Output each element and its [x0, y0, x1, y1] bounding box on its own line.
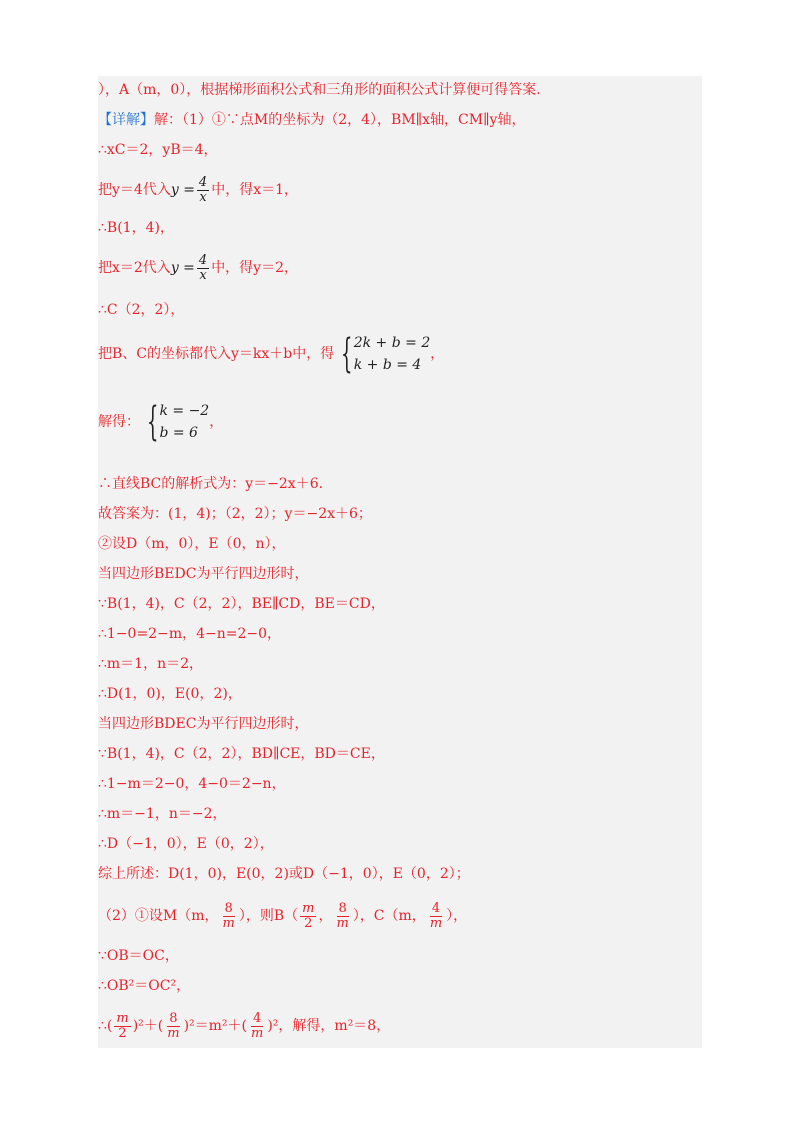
fraction-denominator: m [167, 1025, 180, 1041]
fraction-denominator: m [336, 915, 349, 931]
fraction-denominator: x [199, 267, 207, 283]
fraction-denominator: m [251, 1025, 264, 1041]
fraction-numerator: 8 [169, 1010, 178, 1026]
system-eq-1: k = −2 [159, 403, 210, 419]
line-27-d: )²，解得，m²＝8， [267, 1018, 391, 1034]
equation-y-4-over-x-2 [171, 248, 211, 288]
line-24-c: ），C（m， [352, 908, 426, 924]
line-15: ∴1−0=2−m，4−n=2−0， [98, 626, 282, 642]
line-20: ∴1−m＝2−0，4−0＝2−n， [98, 776, 286, 792]
fraction-4-m [428, 902, 444, 931]
fraction-denominator: x [199, 189, 207, 205]
line-24-a: （2）①设M（m， [98, 908, 219, 924]
line-9-b: ， [209, 414, 224, 430]
separator: ， [318, 908, 333, 924]
line-17: ∴D(1，0)，E(0，2)， [98, 686, 242, 702]
line-2 [98, 110, 525, 130]
fraction-m-2 [114, 1012, 130, 1041]
fraction-denominator: 2 [118, 1025, 127, 1041]
line-10: ∴直线BC的解析式为：y＝−2x＋6. [98, 476, 324, 492]
line-6-b: 中，得y＝2， [211, 260, 299, 276]
fraction-numerator: 4 [198, 174, 208, 190]
brace-icon: { [146, 399, 159, 445]
fraction-m-2 [300, 902, 316, 931]
line-24-b: ），则B（ [238, 908, 299, 924]
y-equals: y = [170, 182, 195, 198]
line-26: ∴OB²＝OC²， [98, 978, 191, 994]
line-3: ∴xC＝2，yB＝4， [98, 142, 218, 158]
fraction-numerator: m [302, 900, 315, 916]
line-19: ∵B(1，4)，C（2，2），BD∥CE，BD＝CE， [98, 746, 385, 762]
line-6-a: 把x＝2代入 [98, 260, 171, 276]
fraction-numerator: 8 [224, 900, 233, 916]
fraction-denominator: m [222, 915, 235, 931]
brace-icon: { [341, 331, 353, 377]
system-eq-2: b = 6 [159, 425, 198, 441]
line-4-a: 把y＝4代入 [98, 182, 171, 198]
line-8-b: ， [430, 346, 445, 362]
line-27 [98, 1006, 390, 1046]
line-24-d: ）， [446, 908, 468, 924]
line-2-text: 解：（1）①∵点M的坐标为（2，4），BM∥x轴，CM∥y轴， [154, 112, 526, 128]
equation-y-4-over-x [171, 170, 211, 210]
system-eq-1: 2k + b = 2 [353, 335, 431, 351]
fraction-numerator: 4 [198, 252, 208, 268]
fraction-numerator: 4 [253, 1010, 262, 1026]
line-4-b: 中，得x＝1， [211, 182, 299, 198]
line-1: ），A（m，0），根据梯形面积公式和三角形的面积公式计算便可得答案. [98, 82, 541, 98]
fraction-8-m [165, 1012, 181, 1041]
line-25: ∵OB＝OC， [98, 948, 179, 964]
line-11: 故答案为：(1，4)；（2，2）；y＝−2x＋6； [98, 506, 372, 522]
fraction-numerator: 8 [338, 900, 347, 916]
line-13: 当四边形BEDC为平行四边形时， [98, 566, 309, 582]
fraction-4-m [249, 1012, 265, 1041]
equation-system-2 [140, 400, 209, 444]
fraction-8-m [221, 902, 237, 931]
fraction-4-x [197, 176, 209, 205]
detail-tag: 【详解】 [98, 112, 154, 128]
fraction-numerator: m [116, 1010, 129, 1026]
line-18: 当四边形BDEC为平行四边形时， [98, 716, 309, 732]
line-8-a: 把B、C的坐标都代入y＝kx＋b中，得 [98, 346, 335, 362]
line-23: 综上所述：D(1，0)，E(0，2)或D（−1，0），E（0，2）； [98, 866, 470, 882]
line-7: ∴C（2，2）， [98, 302, 185, 318]
line-22: ∴D（−1，0），E（0，2）， [98, 836, 274, 852]
fraction-8-m-b [334, 902, 350, 931]
line-24 [98, 896, 467, 936]
line-27-a: ∴( [98, 1018, 113, 1034]
system-eq-2: k + b = 4 [353, 357, 422, 373]
fraction-numerator: 4 [431, 900, 441, 916]
line-16: ∴m＝1，n＝2， [98, 656, 204, 672]
line-6 [98, 248, 298, 288]
equation-system-1 [334, 332, 430, 376]
y-equals: y = [170, 260, 195, 276]
line-8 [98, 330, 444, 378]
fraction-4-x [197, 254, 209, 283]
fraction-denominator: m [429, 915, 443, 931]
line-21: ∴m＝−1，n＝−2， [98, 806, 227, 822]
line-9-a: 解得： [98, 414, 140, 430]
line-27-b: )²＋( [132, 1018, 164, 1034]
line-12: ②设D（m，0），E（0，n）， [98, 536, 286, 552]
fraction-denominator: 2 [304, 915, 313, 931]
line-5: ∴B(1，4)， [98, 220, 174, 236]
line-9 [98, 398, 223, 446]
line-14: ∵B(1，4)，C（2，2），BE∥CD，BE＝CD， [98, 596, 385, 612]
line-27-c: )²＝m²＋( [183, 1018, 248, 1034]
line-4 [98, 170, 298, 210]
